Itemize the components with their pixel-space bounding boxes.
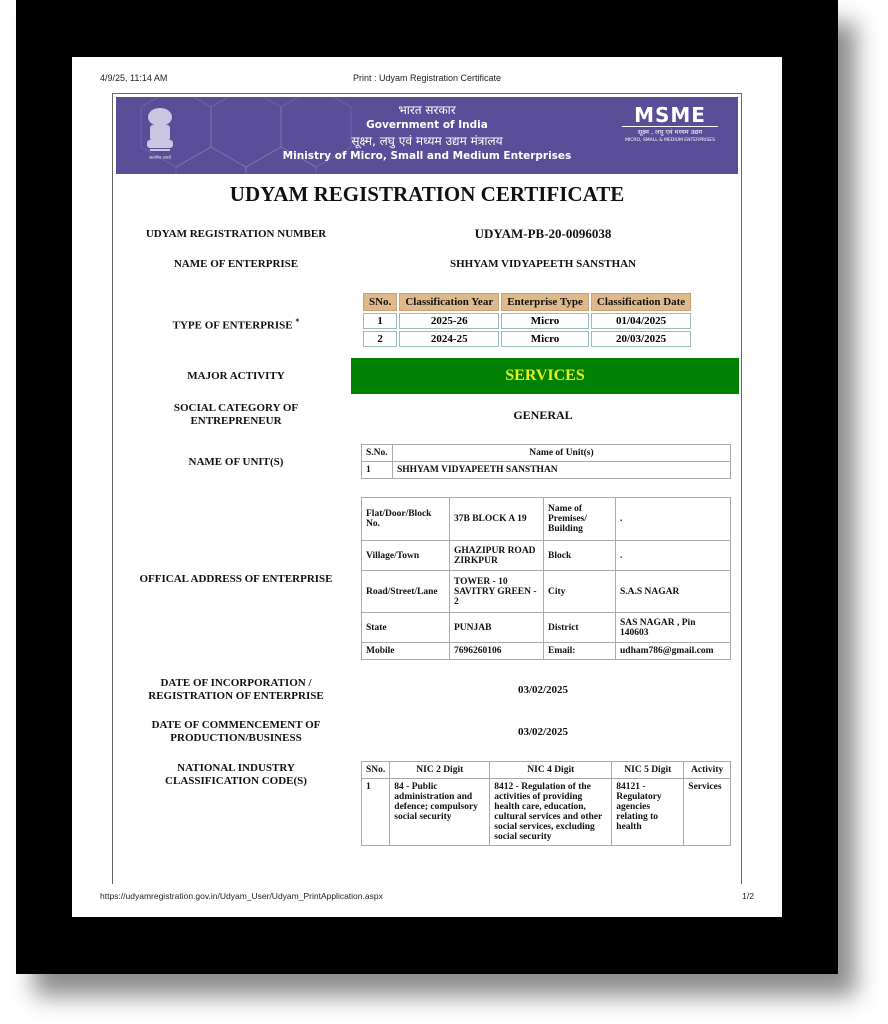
cell: 8412 - Regulation of the activities of providing health care, education, cultural services and other social services, excluding social security [490, 779, 612, 846]
cell: Road/Street/Lane [362, 571, 450, 613]
cell: State [362, 613, 450, 643]
incorporation-date: 03/02/2025 [517, 684, 569, 696]
table-row [362, 498, 731, 541]
label-line: DATE OF INCORPORATION / [160, 677, 312, 689]
email-cell: udham786@gmail.com [616, 643, 731, 660]
cell: Name of Premises/ Building [544, 498, 616, 541]
cell: SHHYAM VIDYAPEETH SANSTHAN [393, 462, 731, 479]
col-header: NIC 2 Digit [390, 762, 490, 779]
msme-logo-hindi: सूक्ष्म , लघु एवं मध्यम उद्यम [637, 128, 703, 136]
print-url: https://udyamregistration.gov.in/Udyam_User/Udyam_PrintApplication.aspx [100, 891, 383, 901]
table-row [363, 313, 691, 329]
print-title: Print : Udyam Registration Certificate [352, 73, 502, 83]
msme-logo-english: MICRO, SMALL & MEDIUM ENTERPRISES [625, 138, 715, 143]
cell: 1 [363, 313, 397, 329]
cell: City [544, 571, 616, 613]
cell: Email: [544, 643, 616, 660]
table-row [362, 541, 731, 571]
cell: 84 - Public administration and defence; compulsory social security [390, 779, 490, 846]
certificate-box [112, 93, 742, 884]
label-line: ENTREPRENEUR [190, 415, 282, 427]
cell: S.A.S NAGAR [616, 571, 731, 613]
col-header: SNo. [362, 762, 390, 779]
hindi-ministry-title: सूक्ष्म, लघु एवं मध्यम उद्यम मंत्रालय [351, 134, 503, 148]
certificate-title: UDYAM REGISTRATION CERTIFICATE [229, 182, 625, 206]
table-row [362, 613, 731, 643]
col-header: Name of Unit(s) [393, 445, 731, 462]
col-header: SNo. [363, 293, 397, 311]
registration-number-label: UDYAM REGISTRATION NUMBER [145, 228, 327, 240]
cell: SAS NAGAR , Pin 140603 [616, 613, 731, 643]
label-line: PRODUCTION/BUSINESS [170, 732, 302, 744]
table-row [362, 462, 731, 479]
label-line: NATIONAL INDUSTRY [177, 762, 295, 774]
address-label: OFFICAL ADDRESS OF ENTERPRISE [139, 573, 333, 585]
cell: Micro [501, 331, 589, 347]
cell: PUNJAB [450, 613, 544, 643]
cell: TOWER - 10 SAVITRY GREEN - 2 [450, 571, 544, 613]
cell: Flat/Door/Block No. [362, 498, 450, 541]
cell: 7696260106 [450, 643, 544, 660]
cell: GHAZIPUR ROAD ZIRKPUR [450, 541, 544, 571]
page-number: 1/2 [742, 891, 754, 901]
classification-table [361, 291, 693, 349]
printed-page [72, 57, 782, 917]
col-header: Classification Year [399, 293, 499, 311]
english-ministry-title: Ministry of Micro, Small and Medium Enterprises [282, 150, 572, 162]
social-category-value: GENERAL [513, 408, 573, 422]
label-line: CLASSIFICATION CODE(S) [165, 775, 307, 787]
major-activity-value: SERVICES [351, 358, 739, 394]
enterprise-name-label: NAME OF ENTERPRISE [173, 258, 299, 270]
cell: Mobile [362, 643, 450, 660]
emblem-motto: सत्यमेव जयते [148, 156, 172, 161]
cell: 37B BLOCK A 19 [450, 498, 544, 541]
msme-logo [622, 104, 718, 144]
cell: 20/03/2025 [591, 331, 691, 347]
cell: 1 [362, 779, 390, 846]
cell: Micro [501, 313, 589, 329]
cell: Block [544, 541, 616, 571]
cell: 1 [362, 462, 393, 479]
cell: 2024-25 [399, 331, 499, 347]
cell: Services [684, 779, 731, 846]
registration-number: UDYAM-PB-20-0096038 [474, 226, 612, 241]
col-header: Classification Date [591, 293, 691, 311]
nic-table [361, 761, 731, 846]
nic-label [121, 762, 351, 788]
commencement-date: 03/02/2025 [517, 726, 569, 738]
col-header: Activity [684, 762, 731, 779]
col-header: S.No. [362, 445, 393, 462]
type-label-text: TYPE OF ENTERPRISE [172, 319, 293, 332]
col-header: NIC 4 Digit [490, 762, 612, 779]
commencement-label [121, 719, 351, 745]
address-table [361, 497, 731, 660]
msme-logo-mark: MSME [622, 104, 718, 127]
cell: . [616, 541, 731, 571]
enterprise-name: SHHYAM VIDYAPEETH SANSTHAN [449, 258, 637, 270]
col-header: Enterprise Type [501, 293, 589, 311]
hindi-government-title: भारत सरकार [398, 103, 456, 117]
print-datetime: 4/9/25, 11:14 AM [100, 73, 168, 83]
major-activity-label: MAJOR ACTIVITY [187, 370, 285, 382]
social-category-label [121, 402, 351, 428]
units-label: NAME OF UNIT(S) [188, 456, 284, 468]
col-header: NIC 5 Digit [612, 762, 684, 779]
cell: 84121 - Regulatory agencies relating to health [612, 779, 684, 846]
cell: Village/Town [362, 541, 450, 571]
government-banner [116, 97, 738, 174]
incorporation-label [121, 677, 351, 703]
cell: District [544, 613, 616, 643]
english-government-title: Government of India [366, 119, 488, 131]
cell: 2 [363, 331, 397, 347]
cell: . [616, 498, 731, 541]
table-row [362, 779, 731, 846]
table-row [362, 643, 731, 660]
label-line: SOCIAL CATEGORY OF [173, 402, 299, 414]
table-row [363, 331, 691, 347]
type-of-enterprise-label [121, 315, 351, 333]
cell: 2025-26 [399, 313, 499, 329]
units-table [361, 444, 731, 479]
table-row [362, 571, 731, 613]
label-line: DATE OF COMMENCEMENT OF [151, 719, 321, 731]
cell: 01/04/2025 [591, 313, 691, 329]
label-line: REGISTRATION OF ENTERPRISE [148, 690, 324, 702]
asterisk: * [295, 317, 300, 326]
